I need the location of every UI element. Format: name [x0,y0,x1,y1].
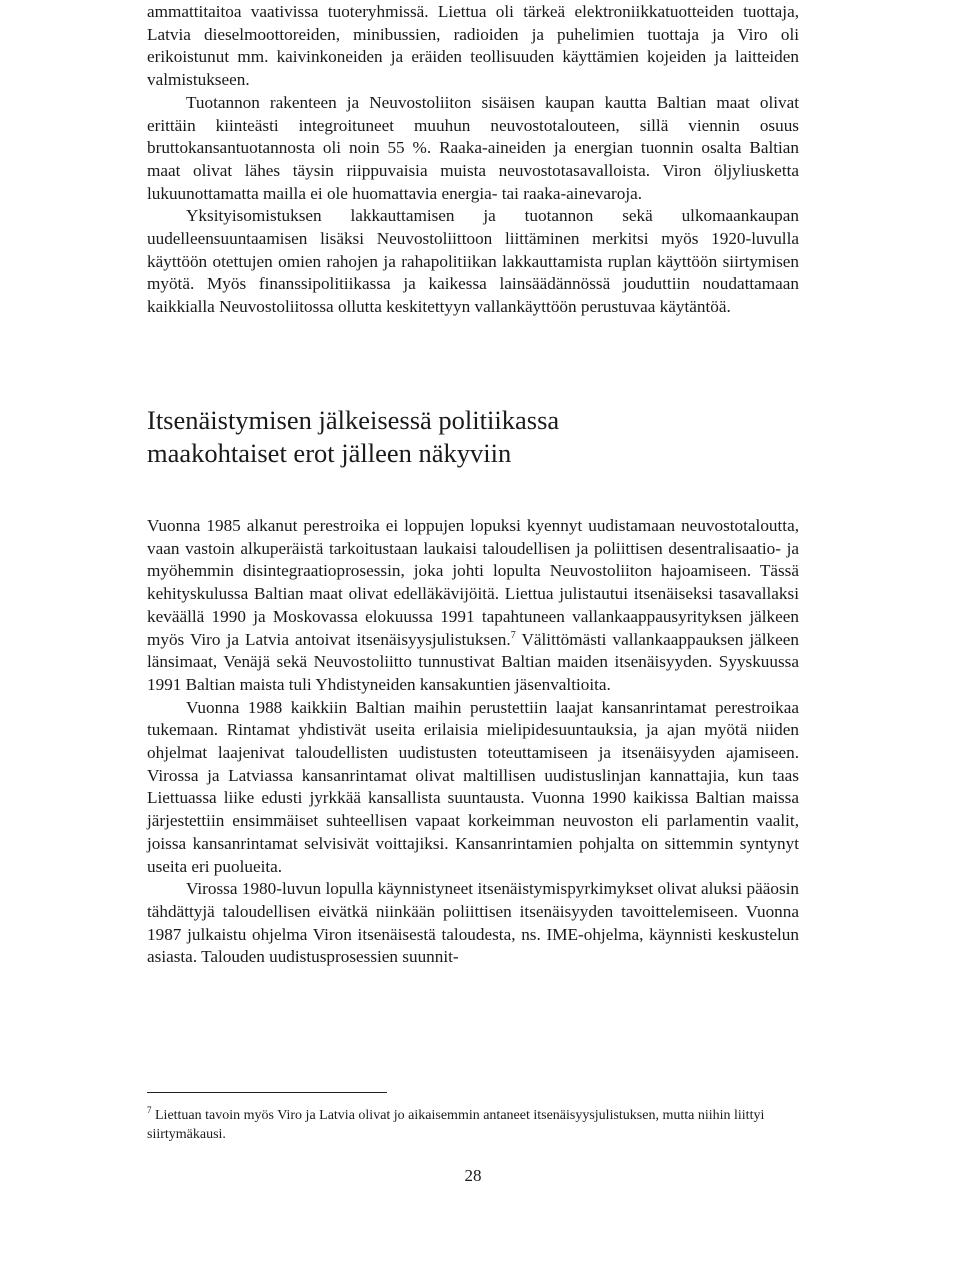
paragraph-continued: ammattitaitoa vaativissa tuoteryhmissä. Liettua oli tärkeä elektroniikkatuotteiden tuottaja, Latvia dieselmoottoreiden, minibussien, radioiden ja puhelimien tuottaja ja Viro oli erikoistunut mm. kaivinkoneiden ja eräiden teollisuuden käyttämien kojeiden ja laitteiden valmistukseen. [147,2,799,90]
continued-text-block [147,1,799,319]
page-number: 28 [464,1166,482,1185]
paragraph-text: Vuonna 1985 alkanut perestroika ei loppujen lopuksi kyennyt uudistamaan neuvostotaloutta, vaan vastoin alkuperäistä tarkoitustaan laukaisi taloudellisen ja poliittisen desentralisaatio- ja myöhemmin disintegraatioprosessin, joka johti lopulta Neuvostoliiton hajoamiseen. Tässä kehityskulussa Baltian maat olivat edelläkävijöitä. Liettua julistautui itsenäiseksi tasavallaksi keväällä 1990 ja Moskovassa elokuussa 1991 tapahtuneen vallankaappausyrityksen jälkeen myös Viro ja Latvia antoivat itsenäisyysjulistuksen. [147,516,799,649]
footnote [147,1106,799,1144]
footnote-text: Liettuan tavoin myös Viro ja Latvia olivat jo aikaisemmin antaneet itsenäisyysjulistuksen, mutta niihin liittyi siirtymäkausi. [147,1108,765,1142]
paragraph-text: Välittömästi vallankaappauksen jälkeen länsimaat, Venäjä sekä Neuvostoliitto tunnustivat Baltian maiden itsenäisyyden. Syyskuussa 1991 Baltian maista tuli Yhdistyneiden kansakuntien jäsenvaltioita. [147,629,799,694]
paragraph [147,515,799,697]
footnote-reference[interactable]: 7 [510,629,516,641]
paragraph: Vuonna 1988 kaikkiin Baltian maihin perustettiin laajat kansanrintamat perestroikaa tukemaan. Rintamat yhdistivät useita erilaisia mielipidesuuntauksia, ja ajan myötä niiden ohjelmat laajenivat taloudellisten uudistusten toteuttamiseen ja itsenäisyyden ajamiseen. Virossa ja Latviassa kansanrintamat olivat maltillisen uudistuslinjan kannattajia, kun taas Liettuassa liike edusti jyrkkää kansallista suuntausta. Vuonna 1990 kaikissa Baltian maissa järjestettiin ensimmäiset suhteellisen vapaat korkeimman neuvoston eli parlamentin vaalit, joissa kansanrintamat selvisivät voittajiksi. Kansanrintamien pohjalta on sittemmin syntynyt useita eri puolueita. [147,697,799,876]
paragraph: Tuotannon rakenteen ja Neuvostoliiton sisäisen kaupan kautta Baltian maat olivat erittäin kiinteästi integroituneet muuhun neuvostotalouteen, sillä viennin osuus bruttokansantuotannosta oli noin 55 %. Raaka-aineiden ja energian tuonnin osalta Baltian maat olivat lähes täysin riippuvaisia muista neuvostotasavalloista. Viron öljyliusketta lukuunottamatta mailla ei ole huomattavia energia- tai raaka-ainevaroja. [147,92,799,203]
section-body [147,515,799,969]
section-heading-line: maakohtaiset erot jälleen näkyviin [147,438,512,468]
paragraph: Yksityisomistuksen lakkauttamisen ja tuotannon sekä ulkomaankaupan uudelleensuuntaamisen lisäksi Neuvostoliittoon liittäminen merkitsi myös 1920-luvulla käyttöön otettujen omien rahojen ja rahapolitiikan lakkauttamista ruplan käyttöön siirtymisen myötä. Myös finanssipolitiikassa ja kaikessa lainsäädännössä jouduttiin noudattamaan kaikkialla Neuvostoliitossa ollutta keskitettyyn vallankäyttöön perustuvaa käytäntöä. [147,206,799,317]
section-heading [147,404,799,470]
paragraph: Virossa 1980-luvun lopulla käynnistyneet itsenäistymispyrkimykset olivat aluksi pääosin tähdättyjä taloudellisen eivätkä niinkään poliittisen itsenäisyyden tavoittelemiseen. Vuonna 1987 julkaistu ohjelma Viron itsenäisestä taloudesta, ns. IME-ohjelma, käynnisti keskustelun asiasta. Talouden uudistusprosessien suunnit- [147,879,799,967]
section-heading-line: Itsenäistymisen jälkeisessä politiikassa [147,405,560,435]
footnote-marker: 7 [147,1105,152,1115]
footnote-divider [147,1092,387,1093]
